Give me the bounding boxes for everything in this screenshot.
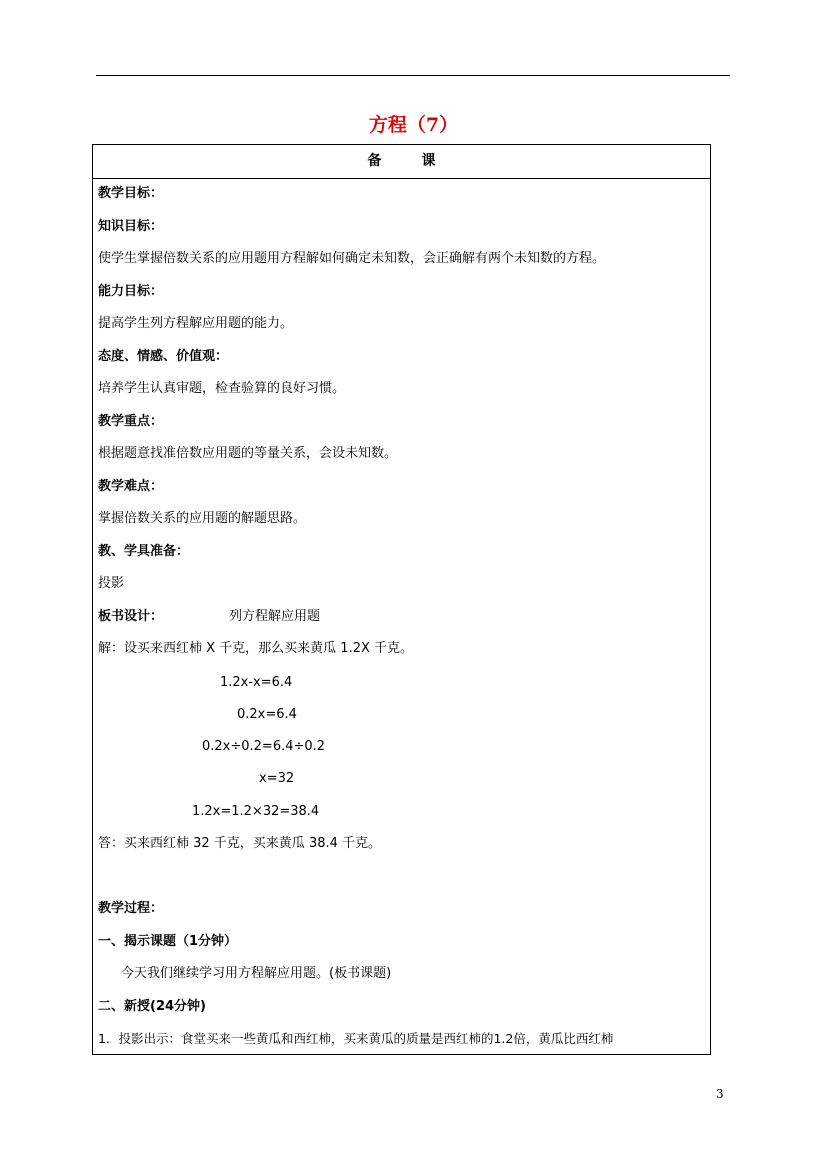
header-right: 课	[421, 153, 436, 169]
attitude-text: 培养学生认真审题，检查验算的良好习惯。	[98, 381, 346, 396]
lesson-table	[92, 144, 711, 1055]
header-rule	[96, 75, 730, 76]
board-title: 列方程解应用题	[229, 609, 321, 624]
ability-heading: 能力目标：	[98, 284, 164, 299]
board-heading: 板书设计：	[98, 609, 164, 624]
knowledge-heading: 知识目标：	[98, 219, 164, 234]
knowledge-text: 使学生掌握倍数关系的应用题用方程解如何确定未知数，会正确解有两个未知数的方程。	[98, 251, 606, 266]
solution-line: 解：设买来西红柿 X 千克，那么买来黄瓜 1.2X 千克。	[98, 641, 414, 656]
prep-heading: 教、学具准备：	[98, 544, 190, 559]
key-text: 根据题意找准倍数应用题的等量关系，会设未知数。	[98, 446, 398, 461]
equation-4: x=32	[259, 771, 295, 786]
answer-line: 答：买来西红柿 32 千克，买来黄瓜 38.4 千克。	[98, 836, 382, 851]
goal-heading: 教学目标：	[98, 186, 164, 201]
table-header	[93, 145, 710, 179]
key-heading: 教学重点：	[98, 414, 164, 429]
ability-text: 提高学生列方程解应用题的能力。	[98, 316, 294, 331]
page-title: 方程（7）	[368, 114, 459, 136]
header-left: 备	[367, 153, 382, 169]
prep-text: 投影	[98, 576, 125, 591]
item1-text: 1．投影出示：食堂买来一些黄瓜和西红柿，买来黄瓜的质量是西红柿的1.2倍，黄瓜比西红柿	[98, 1031, 614, 1046]
section1-heading: 一、揭示课题（1分钟）	[98, 934, 238, 949]
equation-1: 1.2x-x=6.4	[220, 675, 293, 690]
difficulty-text: 掌握倍数关系的应用题的解题思路。	[98, 511, 307, 526]
equation-3: 0.2x÷0.2=6.4÷0.2	[202, 739, 326, 754]
process-heading: 教学过程：	[98, 901, 164, 916]
page-number: 3	[716, 1087, 724, 1101]
difficulty-heading: 教学难点：	[98, 479, 164, 494]
equation-2: 0.2x=6.4	[237, 707, 297, 722]
attitude-heading: 态度、情感、价值观：	[98, 349, 229, 364]
section1-text: 今天我们继续学习用方程解应用题。(板书课题)	[121, 966, 392, 981]
section2-heading: 二、新授(24分钟)	[98, 999, 206, 1014]
equation-5: 1.2x=1.2×32=38.4	[192, 804, 320, 819]
